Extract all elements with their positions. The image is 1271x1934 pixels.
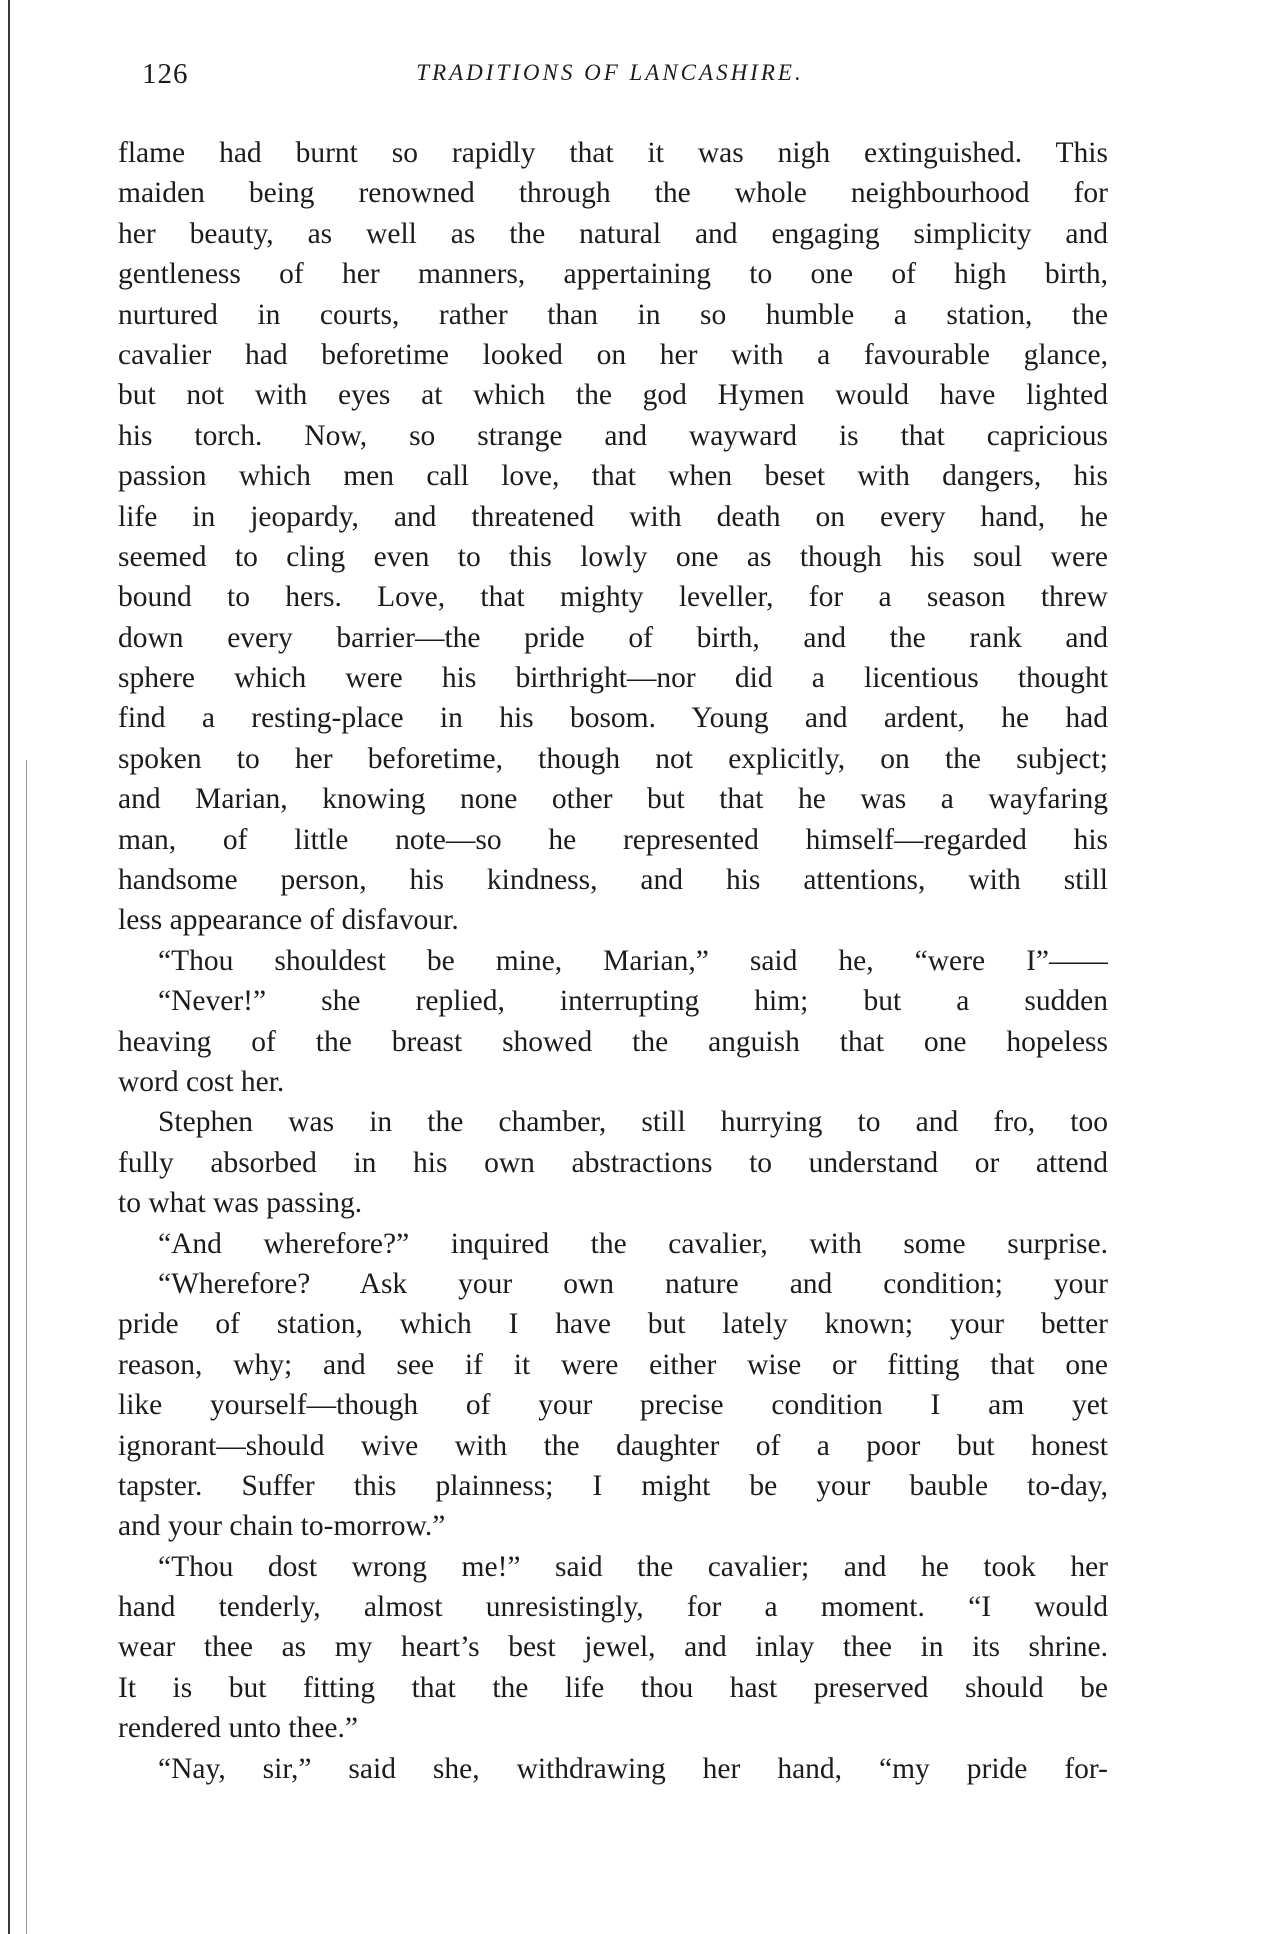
running-title: TRADITIONS OF LANCASHIRE. bbox=[416, 60, 804, 85]
text-line: down every barrier—the pride of birth, and the rank and bbox=[118, 621, 1108, 654]
text-line: pride of station, which I have but lately known; your better bbox=[118, 1308, 1108, 1341]
text-line: to what was passing. bbox=[118, 1187, 363, 1220]
text-line: reason, why; and see if it were either wise or fitting that one bbox=[118, 1348, 1108, 1381]
running-head bbox=[112, 58, 1108, 98]
text-line: man, of little note—so he represented himself—regarded his bbox=[118, 823, 1108, 856]
text-line: maiden being renowned through the whole neighbourhood for bbox=[118, 177, 1108, 210]
text-line: find a resting-place in his bosom. Young and ardent, he had bbox=[118, 702, 1108, 735]
text-line: fully absorbed in his own abstractions to understand or attend bbox=[118, 1146, 1108, 1179]
text-line: gentleness of her manners, appertaining to one of high birth, bbox=[118, 258, 1108, 291]
page-number: 126 bbox=[142, 58, 189, 90]
text-line: nurtured in courts, rather than in so humble a station, the bbox=[118, 298, 1108, 331]
page-gutter-line bbox=[26, 760, 27, 1934]
text-line: flame had burnt so rapidly that it was nigh extinguished. This bbox=[118, 137, 1108, 169]
text-line: “Wherefore? Ask your own nature and condition; your bbox=[158, 1267, 1108, 1300]
text-line: bound to hers. Love, that mighty leveller, for a season threw bbox=[118, 581, 1108, 614]
body-text bbox=[118, 133, 1108, 1789]
text-line: ignorant—should wive with the daughter of a poor but honest bbox=[118, 1429, 1108, 1462]
text-line: handsome person, his kindness, and his attentions, with still bbox=[118, 864, 1108, 897]
text-line: seemed to cling even to this lowly one as though his soul were bbox=[118, 540, 1108, 573]
text-line: and Marian, knowing none other but that he was a wayfaring bbox=[118, 783, 1108, 816]
text-line: rendered unto thee.” bbox=[118, 1712, 358, 1745]
page-binding-edge bbox=[8, 0, 10, 1934]
text-line: but not with eyes at which the god Hymen would have lighted bbox=[118, 379, 1108, 412]
text-line: “Nay, sir,” said she, withdrawing her hand, “my pride for- bbox=[158, 1752, 1108, 1785]
text-line: “And wherefore?” inquired the cavalier, with some surprise. bbox=[158, 1227, 1108, 1260]
text-line: like yourself—though of your precise condition I am yet bbox=[118, 1389, 1108, 1422]
text-line: tapster. Suffer this plainness; I might be your bauble to-day, bbox=[118, 1469, 1108, 1502]
text-line: sphere which were his birthright—nor did a licentious thought bbox=[118, 662, 1108, 695]
text-line: and your chain to-morrow.” bbox=[118, 1510, 446, 1543]
text-line: “Never!” she replied, interrupting him; but a sudden bbox=[158, 985, 1108, 1018]
text-line: passion which men call love, that when beset with dangers, his bbox=[118, 460, 1108, 493]
text-line: spoken to her beforetime, though not explicitly, on the subject; bbox=[118, 742, 1108, 775]
text-line: wear thee as my heart’s best jewel, and inlay thee in its shrine. bbox=[118, 1631, 1108, 1664]
text-line: “Thou dost wrong me!” said the cavalier; and he took her bbox=[158, 1550, 1108, 1583]
text-line: less appearance of disfavour. bbox=[118, 904, 459, 937]
text-line: word cost her. bbox=[118, 1065, 285, 1098]
text-line: cavalier had beforetime looked on her with a favourable glance, bbox=[118, 338, 1108, 371]
text-line: Stephen was in the chamber, still hurrying to and fro, too bbox=[158, 1106, 1108, 1139]
text-line: her beauty, as well as the natural and engaging simplicity and bbox=[118, 217, 1108, 250]
text-line: heaving of the breast showed the anguish that one hopeless bbox=[118, 1025, 1108, 1058]
text-line: hand tenderly, almost unresistingly, for a moment. “I would bbox=[118, 1591, 1108, 1624]
text-line: his torch. Now, so strange and wayward is that capricious bbox=[118, 419, 1108, 452]
text-line: “Thou shouldest be mine, Marian,” said he, “were I”—— bbox=[158, 944, 1108, 977]
text-line: It is but fitting that the life thou hast preserved should be bbox=[118, 1671, 1108, 1704]
text-line: life in jeopardy, and threatened with death on every hand, he bbox=[118, 500, 1108, 533]
